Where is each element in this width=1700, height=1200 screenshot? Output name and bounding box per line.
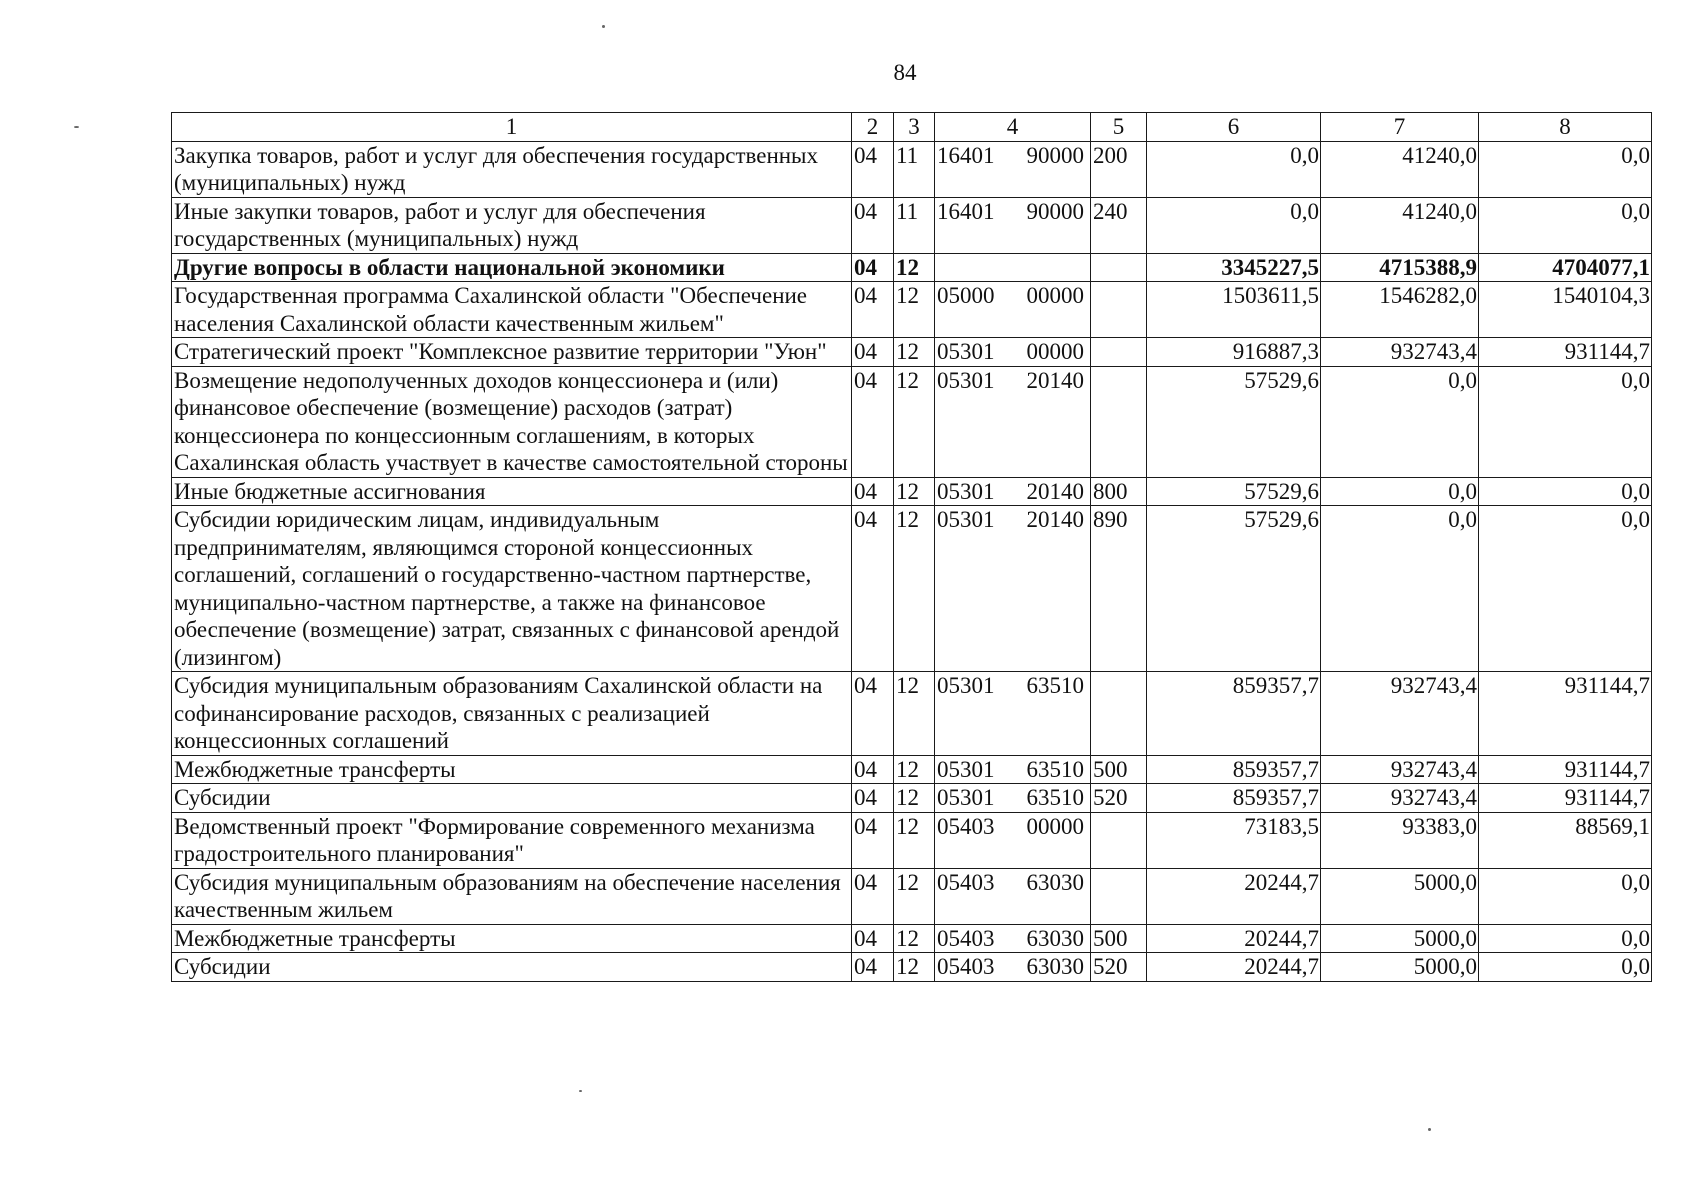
header-cell: 1: [172, 113, 852, 142]
subsection-code-cell: 12: [894, 253, 935, 282]
subsection-code-cell: 12: [894, 755, 935, 784]
section-code-cell: 04: [852, 141, 894, 197]
amount-col8-cell: 931144,7: [1479, 755, 1652, 784]
section-code-cell: 04: [852, 672, 894, 756]
subsection-code-cell: 12: [894, 506, 935, 672]
amount-col8-cell: 1540104,3: [1479, 282, 1652, 338]
row-name-cell: Субсидия муниципальным образованиям на обеспечение населения качественным жильем: [172, 868, 852, 924]
target-article-direction: 63030: [1026, 925, 1084, 951]
target-article-direction: 63510: [1026, 673, 1084, 698]
amount-col8-cell: 931144,7: [1479, 784, 1652, 813]
header-cell: 6: [1147, 113, 1321, 142]
section-code-cell: 04: [852, 953, 894, 982]
target-article-cell: [935, 366, 1091, 477]
amount-col6-cell: 0,0: [1147, 141, 1321, 197]
expense-type-cell: [1091, 282, 1147, 338]
table-row: [172, 366, 1652, 477]
expense-type-cell: [1091, 366, 1147, 477]
amount-col8-cell: 0,0: [1479, 477, 1652, 506]
scan-speck: [74, 126, 79, 128]
target-article-cell: [935, 506, 1091, 672]
target-article-cell: [935, 812, 1091, 868]
amount-col8-cell: 0,0: [1479, 953, 1652, 982]
row-name-cell: Закупка товаров, работ и услуг для обеспечения государственных (муниципальных) нужд: [172, 141, 852, 197]
amount-col6-cell: 859357,7: [1147, 755, 1321, 784]
amount-col6-cell: 859357,7: [1147, 672, 1321, 756]
target-article-cell: [935, 755, 1091, 784]
amount-col7-cell: 41240,0: [1321, 197, 1479, 253]
table-row: [172, 953, 1652, 982]
target-article-direction: 00000: [1026, 283, 1084, 308]
amount-col7-cell: 932743,4: [1321, 784, 1479, 813]
target-article-program: 16401: [937, 142, 995, 168]
subsection-code-cell: 12: [894, 812, 935, 868]
target-article-cell: [935, 784, 1091, 813]
row-name-cell: Межбюджетные трансферты: [172, 924, 852, 953]
table-row: [172, 506, 1652, 672]
row-name-cell: Ведомственный проект "Формирование современного механизма градостроительного планирования": [172, 812, 852, 868]
amount-col6-cell: 0,0: [1147, 197, 1321, 253]
amount-col7-cell: 0,0: [1321, 506, 1479, 672]
page-number: 84: [893, 60, 917, 85]
amount-col6-cell: 1503611,5: [1147, 282, 1321, 338]
target-article-direction: 63030: [1026, 954, 1084, 979]
table-row: [172, 141, 1652, 197]
target-article-cell: [935, 338, 1091, 367]
target-article-direction: 20140: [1026, 507, 1084, 532]
expense-type-cell: 800: [1091, 477, 1147, 506]
target-article-cell: [935, 953, 1091, 982]
amount-col8-cell: 0,0: [1479, 366, 1652, 477]
target-article-direction: 00000: [1026, 813, 1084, 839]
amount-col7-cell: 0,0: [1321, 366, 1479, 477]
row-name-cell: Субсидии: [172, 953, 852, 982]
section-code-cell: 04: [852, 338, 894, 367]
subsection-code-cell: 12: [894, 868, 935, 924]
expense-type-cell: [1091, 868, 1147, 924]
target-article-direction: 90000: [1026, 142, 1084, 168]
expense-type-cell: 200: [1091, 141, 1147, 197]
target-article-program: 05301: [937, 339, 995, 364]
amount-col8-cell: 931144,7: [1479, 338, 1652, 367]
target-article-program: 05403: [937, 954, 995, 979]
row-name-cell: Иные закупки товаров, работ и услуг для обеспечения государственных (муниципальных) нужд: [172, 197, 852, 253]
row-name-cell: Государственная программа Сахалинской области "Обеспечение населения Сахалинской области качественным жильем": [172, 282, 852, 338]
expense-type-cell: 500: [1091, 755, 1147, 784]
amount-col8-cell: 0,0: [1479, 197, 1652, 253]
target-article-program: 05403: [937, 925, 995, 951]
subsection-code-cell: 12: [894, 924, 935, 953]
header-cell: 2: [852, 113, 894, 142]
target-article-program: 05403: [937, 813, 995, 839]
target-article-cell: [935, 477, 1091, 506]
section-code-cell: 04: [852, 784, 894, 813]
target-article-cell: [935, 197, 1091, 253]
table-row: [172, 755, 1652, 784]
section-code-cell: 04: [852, 197, 894, 253]
amount-col7-cell: 0,0: [1321, 477, 1479, 506]
header-cell: 5: [1091, 113, 1147, 142]
table-row: [172, 477, 1652, 506]
table-row: [172, 338, 1652, 367]
target-article-direction: 20140: [1026, 367, 1084, 393]
scan-speck: [1428, 1128, 1431, 1131]
amount-col6-cell: 57529,6: [1147, 477, 1321, 506]
target-article-direction: 00000: [1026, 339, 1084, 364]
expense-type-cell: [1091, 253, 1147, 282]
amount-col8-cell: 0,0: [1479, 868, 1652, 924]
header-cell: 3: [894, 113, 935, 142]
target-article-program: 05301: [937, 785, 995, 810]
subsection-code-cell: 12: [894, 338, 935, 367]
amount-col8-cell: 0,0: [1479, 141, 1652, 197]
amount-col6-cell: 57529,6: [1147, 506, 1321, 672]
amount-col7-cell: 5000,0: [1321, 924, 1479, 953]
amount-col7-cell: 5000,0: [1321, 953, 1479, 982]
target-article-direction: 63510: [1026, 785, 1084, 810]
amount-col8-cell: 4704077,1: [1479, 253, 1652, 282]
expense-type-cell: 520: [1091, 784, 1147, 813]
target-article-cell: [935, 141, 1091, 197]
subsection-code-cell: 11: [894, 141, 935, 197]
expense-type-cell: [1091, 672, 1147, 756]
budget-table: [171, 112, 1652, 982]
amount-col6-cell: 20244,7: [1147, 953, 1321, 982]
header-cell: 7: [1321, 113, 1479, 142]
amount-col8-cell: 88569,1: [1479, 812, 1652, 868]
row-name-cell: Субсидии юридическим лицам, индивидуальным предпринимателям, являющимся стороной концессионных соглашений, соглашений о государственно-частном партнерстве, муниципально-частном партнерстве, а также на финансовое обеспечение (возмещение) затрат, связанных с финансовой арендой (лизингом): [172, 506, 852, 672]
table-row: [172, 868, 1652, 924]
target-article-program: 05000: [937, 283, 995, 308]
target-article-direction: 90000: [1026, 198, 1084, 224]
row-name-cell: Субсидия муниципальным образованиям Сахалинской области на софинансирование расходов, связанных с реализацией концессионных соглашений: [172, 672, 852, 756]
expense-type-cell: 520: [1091, 953, 1147, 982]
section-code-cell: 04: [852, 282, 894, 338]
subsection-code-cell: 12: [894, 784, 935, 813]
amount-col7-cell: 5000,0: [1321, 868, 1479, 924]
amount-col7-cell: 41240,0: [1321, 141, 1479, 197]
section-code-cell: 04: [852, 506, 894, 672]
expense-type-cell: [1091, 812, 1147, 868]
subsection-code-cell: 12: [894, 282, 935, 338]
target-article-cell: [935, 672, 1091, 756]
target-article-cell: [935, 282, 1091, 338]
section-code-cell: 04: [852, 868, 894, 924]
target-article-direction: 63030: [1026, 869, 1084, 895]
row-name-cell: Межбюджетные трансферты: [172, 755, 852, 784]
target-article-cell: [935, 924, 1091, 953]
amount-col8-cell: 0,0: [1479, 506, 1652, 672]
amount-col7-cell: 4715388,9: [1321, 253, 1479, 282]
amount-col7-cell: 932743,4: [1321, 755, 1479, 784]
amount-col7-cell: 932743,4: [1321, 672, 1479, 756]
row-name-cell: Иные бюджетные ассигнования: [172, 477, 852, 506]
amount-col8-cell: 0,0: [1479, 924, 1652, 953]
scan-speck: [602, 25, 605, 28]
row-name-cell: Стратегический проект "Комплексное развитие территории "Уюн": [172, 338, 852, 367]
row-name-cell: Другие вопросы в области национальной экономики: [172, 253, 852, 282]
amount-col8-cell: 931144,7: [1479, 672, 1652, 756]
header-cell: 8: [1479, 113, 1652, 142]
row-name-cell: Субсидии: [172, 784, 852, 813]
target-article-program: 05301: [937, 367, 995, 393]
amount-col6-cell: 859357,7: [1147, 784, 1321, 813]
section-code-cell: 04: [852, 924, 894, 953]
amount-col6-cell: 916887,3: [1147, 338, 1321, 367]
section-code-cell: 04: [852, 477, 894, 506]
table-header-row: [172, 113, 1652, 142]
subsection-code-cell: 12: [894, 953, 935, 982]
table-row: [172, 197, 1652, 253]
section-code-cell: 04: [852, 366, 894, 477]
table-row: [172, 253, 1652, 282]
header-cell: 4: [935, 113, 1091, 142]
target-article-program: 05301: [937, 478, 995, 504]
expense-type-cell: 240: [1091, 197, 1147, 253]
expense-type-cell: [1091, 338, 1147, 367]
target-article-program: 05301: [937, 507, 995, 532]
table-row: [172, 672, 1652, 756]
target-article-program: 16401: [937, 198, 995, 224]
target-article-program: 05301: [937, 673, 995, 698]
table-row: [172, 812, 1652, 868]
amount-col7-cell: 93383,0: [1321, 812, 1479, 868]
target-article-cell: [935, 253, 1091, 282]
amount-col6-cell: 3345227,5: [1147, 253, 1321, 282]
amount-col6-cell: 20244,7: [1147, 868, 1321, 924]
amount-col6-cell: 20244,7: [1147, 924, 1321, 953]
section-code-cell: 04: [852, 812, 894, 868]
subsection-code-cell: 12: [894, 672, 935, 756]
subsection-code-cell: 11: [894, 197, 935, 253]
amount-col6-cell: 73183,5: [1147, 812, 1321, 868]
target-article-cell: [935, 868, 1091, 924]
amount-col7-cell: 932743,4: [1321, 338, 1479, 367]
amount-col7-cell: 1546282,0: [1321, 282, 1479, 338]
target-article-program: 05301: [937, 756, 995, 782]
row-name-cell: Возмещение недополученных доходов концессионера и (или) финансовое обеспечение (возмещение) расходов (затрат) концессионера по концессионным соглашениям, в которых Сахалинская область участвует в качестве самостоятельной стороны: [172, 366, 852, 477]
table-row: [172, 282, 1652, 338]
table-row: [172, 924, 1652, 953]
target-article-program: 05403: [937, 869, 995, 895]
section-code-cell: 04: [852, 253, 894, 282]
expense-type-cell: 890: [1091, 506, 1147, 672]
scan-speck: [579, 1090, 582, 1092]
table-row: [172, 784, 1652, 813]
subsection-code-cell: 12: [894, 366, 935, 477]
amount-col6-cell: 57529,6: [1147, 366, 1321, 477]
expense-type-cell: 500: [1091, 924, 1147, 953]
target-article-direction: 20140: [1026, 478, 1084, 504]
target-article-direction: 63510: [1026, 756, 1084, 782]
subsection-code-cell: 12: [894, 477, 935, 506]
section-code-cell: 04: [852, 755, 894, 784]
